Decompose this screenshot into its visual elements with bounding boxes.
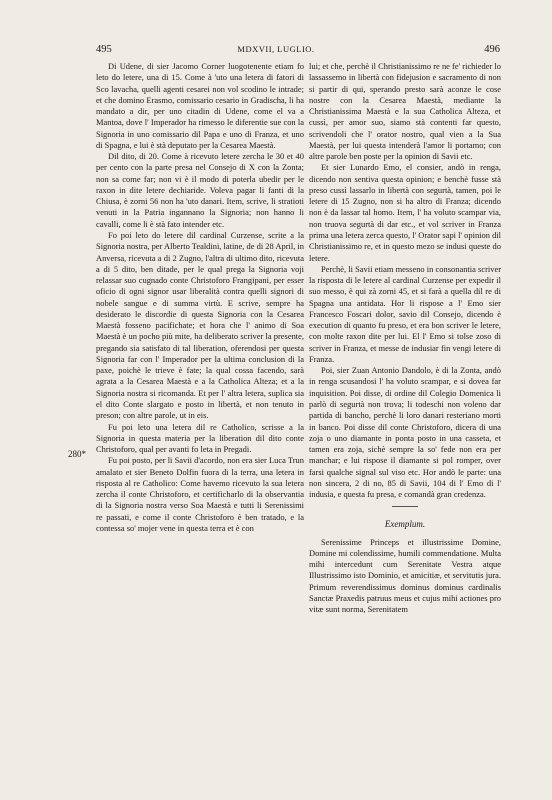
paragraph: Poi, sier Zuan Antonio Dandolo, è di la Zonta, andò in renga scusandosi l' ha voluto scampar, e si dovea far inquisition. Poi disse, di ordine dil Colegio Domenica li parlò di segurtà non trova; li todeschi non voleno dar partida di bancho, perchè li loro danari resteriano morti in banco. Poi disse dil conte Christoforo, dicera di una zoja o uno diamante in ponta posto in una casseta, et tamen era zoja, sichè sempre la so' fede non era per manchar; e lui rispose il diamante si pol romper, over farsi qualche signal sul viso etc. Hor andò le parte: una non sincera, 2 di no, 85 di Savii, 104 di l' Emo di l' indusia, e questa fu presa, e comandà gran credenza. xyxy=(309,365,501,500)
paragraph: Fo poi leto do letere dil cardinal Curzense, scrite a la Signoria nostra, per Alberto Tealdini, latine, de di 28 April, in Anversa, ricevuta a di 2 Zugno, l'altra di ultimo dito, ricevuta a di 5 dito, ben ditade, per le qual prega la Signoria voji relassar suo cugnado conte Christoforo Frangipani, per esser oficio di ogni signor usar liberalità contra quelli signori di nobele sangue e di summa virtù. E scrive, sempre ha desiderato le discordie di questa Signoria con la Cesarea Maestà fosseno pacifichate; et hora che l' animo di Soa Maestà è un pocho più mite, ha deliberato scriver la presente, pregando sia satisfato di tal liberation, oferendosi per questa Signoria far con l' Imperador per la ultima conclusion di la paxe, poichè le trieve è fate; la qual cossa facendo, sarà agrata a la Cesarea Maestà e a la Catholica Alteza; et a la Signoria nostra si ricomanda. Et per l' altra letera, suplica sia el dito Conte slargato e posto in libertà, et non tenuto in preson; con altre parole, ut in eis. xyxy=(96,229,304,421)
paragraph: Perchè, li Savii etiam messeno in consonantia scriver la risposta di le letere al cardinal Curzense per expedir il suo messo, è qui zà zorni 45, et si farà a quella dil re di Spagna una antidata. Hor li rispose a l' Emo sier Francesco Foscari dolor, savio dil Consejo, dicendo è execution di quanto fu preso, et era bon scriver le letere, con molte raxon dite per lui. El l' Emo si tolse zoso di scriver in Franza, et messe de indusiar fin vengi letere di Franza. xyxy=(309,263,501,364)
paragraph: Fu poi leto una letera dil re Catholico, scrisse a la Signoria in questa materia per la liberation dil dito conte Christoforo, qual per avanti fo leta in Pregadi. xyxy=(96,421,304,455)
paragraph: Di Udene, di sier Jacomo Corner luogotenente etiam fo leto do letere, una di 15. Come à 'uto una letera di fatori di Sco lavacha, quelli agenti cesarei non vol scodino le intrade; et che domino Erasmo, comissario cesario in Gradischa, li ha mandato a dir, per uno citadin di Udene, come el va a Mantoa, dove l' Imperador ha rimesso le diferentie sue con la Signoria in uno comissario dil Papa e uno di Franza, et uno di Spagna, e lui è stà deputato per la Cesarea Maestà. xyxy=(96,61,304,150)
margin-note: 280* xyxy=(68,449,86,459)
paragraph: Fu poi posto, per li Savii d'acordo, non era sier Luca Trun amalato et sier Beneto Dolfin fuora di la terra, una letera in risposta al re Catholico: Come havemo ricevuto la sua letera zercha il conte Christoforo, et certificharlo di la observantia di la Signoria nostra verso Soa Maestà e tutti li Serenissimi re passati, e come il conte Christoforo è ben tratado, e la contessa so' mojer vene in questa terra et è con xyxy=(96,455,304,533)
latin-letter: Serenissime Princeps et illustrissime Domine, Domine mi colendissime, humili commendatione. Multa mihi intercedunt cum Serenitate Vestra atque Illustrissimo isto Dominio, et amicitiæ, et servitutis jura. Primum reverendissimus dominus dominus cardinalis Sanctæ Praxedis patruus meus et cujus mihi actiones pro vitæ sunt norma, Serenitatem xyxy=(309,536,501,615)
left-page-number: 495 xyxy=(96,44,112,55)
paragraph: Dil dito, di 20. Come à ricevuto letere zercha le 30 et 40 per cento con la parte presa nel Consejo di X con la Zonta; non sa come far; non vi è il modo di poterla ubedir per le raxon in dite letere dechiaride. Voleva pagar li fanti di la Chiusa, è zorni 56 non ha 'uto danari. Item, scrive, li stratioti venuti in la Patria ingannano la Signoria; non hanno li cavalli, come li è stà fato intender etc. xyxy=(96,151,304,229)
paragraph-continued: lui; et che, perchè il Christianissimo re ne fe' richieder lo lassassemo in libertà con fidejusion e sacramento di non si partir di qui, sperando presto sarà aconze le cose nostre con la Cesarea Maestà, mediante la Christianissima Maestà e la sua Catholica Alteza, et cussì, per amor suo, siamo stà contenti far questo, scrivendoli che l' orator nostro, qual vien a la Sua Maestà, per lui questa intenderà l'amor li portamo; con altre parole ben poste per la opinion di Savii etc. xyxy=(309,61,501,162)
section-divider xyxy=(392,506,418,507)
paragraph: Et sier Lunardo Emo, el consier, andò in renga, dicendo non sentiva questa opinion; e benchè fusse stà preso cussì lassarlo in libertà con segurtà, tamen, poi le letere di 15 Zugno, non si ha altro di Franza; dicendo non è da lassar tal homo. Item, l' ha voluto scampar via, non truova segurtà di dar etc., et vol scriver in Franza prima una letera zerca questo, l' Orator sapi l' opinion dil Christianissimo re, et in questo mezo se indusi queste do letere. xyxy=(309,162,501,263)
left-column xyxy=(96,61,304,534)
right-page-number: 496 xyxy=(484,44,500,55)
section-heading: Exemplum. xyxy=(384,519,426,530)
right-column xyxy=(309,61,501,615)
running-header: MDXVII, LUGLIO. xyxy=(237,44,315,54)
